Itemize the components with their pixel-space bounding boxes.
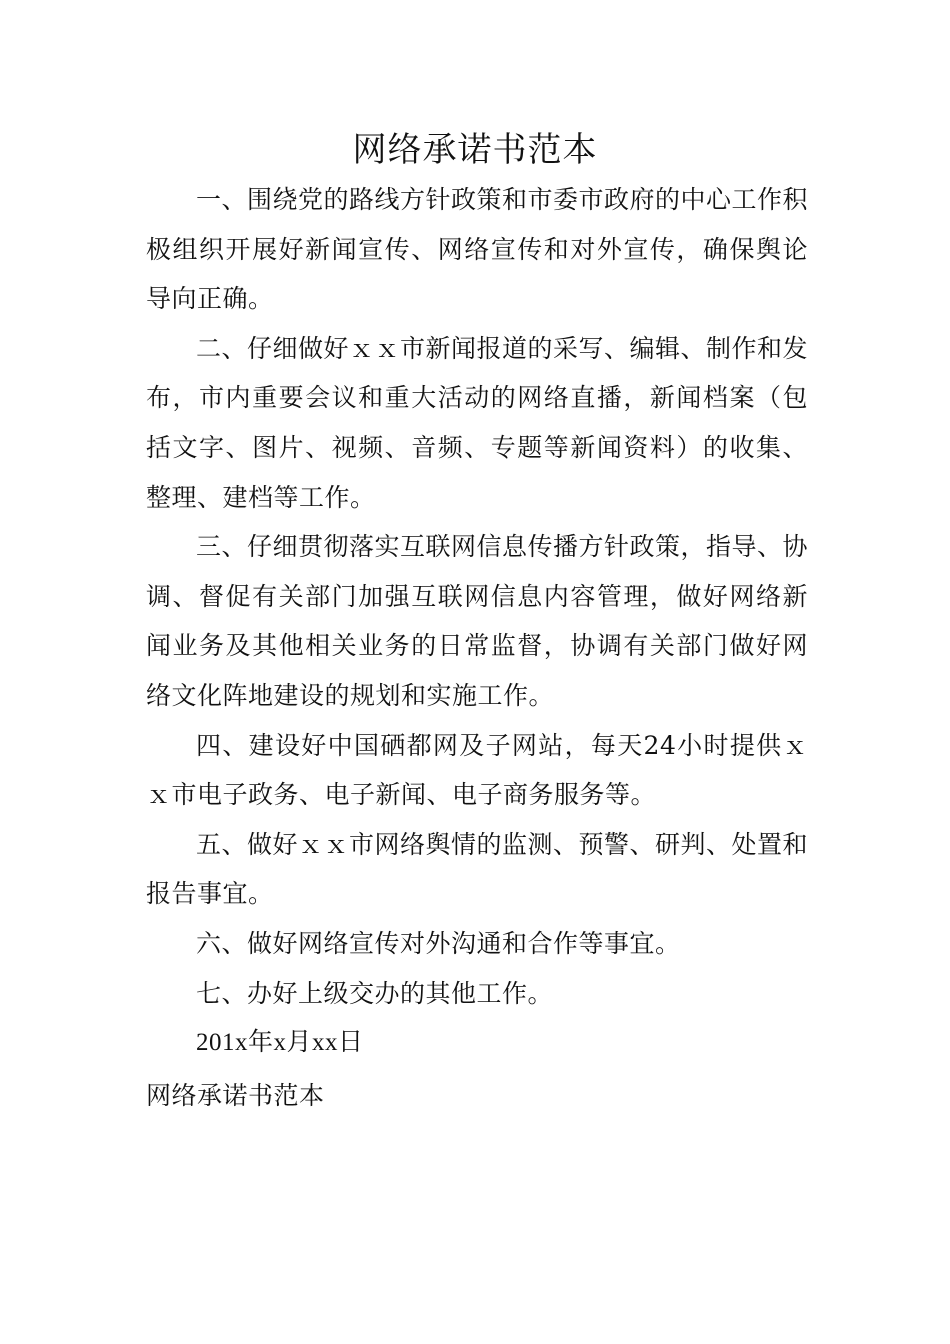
paragraph-7: 七、办好上级交办的其他工作。 <box>196 978 554 1008</box>
paragraph-4: 四、建设好中国硒都网及子网站，每天24小时提供ｘｘ市电子政务、电子新闻、电子商务服务等。 <box>146 730 808 810</box>
paragraph-1: 一、围绕党的路线方针政策和市委市政府的中心工作积极组织开展好新闻宣传、网络宣传和对外宣传，确保舆论导向正确。 <box>146 185 809 314</box>
paragraph-5: 五、做好ｘｘ市网络舆情的监测、预警、研判、处置和报告事宜。 <box>146 829 809 909</box>
document-date: 201x年x月xx日 <box>196 1029 364 1057</box>
document-body <box>146 175 808 1068</box>
footer-title: 网络承诺书范本 <box>146 1081 325 1110</box>
paragraph-2: 二、仔细做好ｘｘ市新闻报道的采写、编辑、制作和发布，市内重要会议和重大活动的网络直播，新闻档案（包括文字、图片、视频、音频、专题等新闻资料）的收集、整理、建档等工作。 <box>146 333 809 512</box>
document-title: 网络承诺书范本 <box>352 130 598 170</box>
paragraph-3: 三、仔细贯彻落实互联网信息传播方针政策，指导、协调、督促有关部门加强互联网信息内容管理，做好网络新闻业务及其他相关业务的日常监督，协调有关部门做好网络文化阵地建设的规划和实施工作。 <box>146 532 809 710</box>
paragraph-6: 六、做好网络宣传对外沟通和合作等事宜。 <box>196 928 681 958</box>
